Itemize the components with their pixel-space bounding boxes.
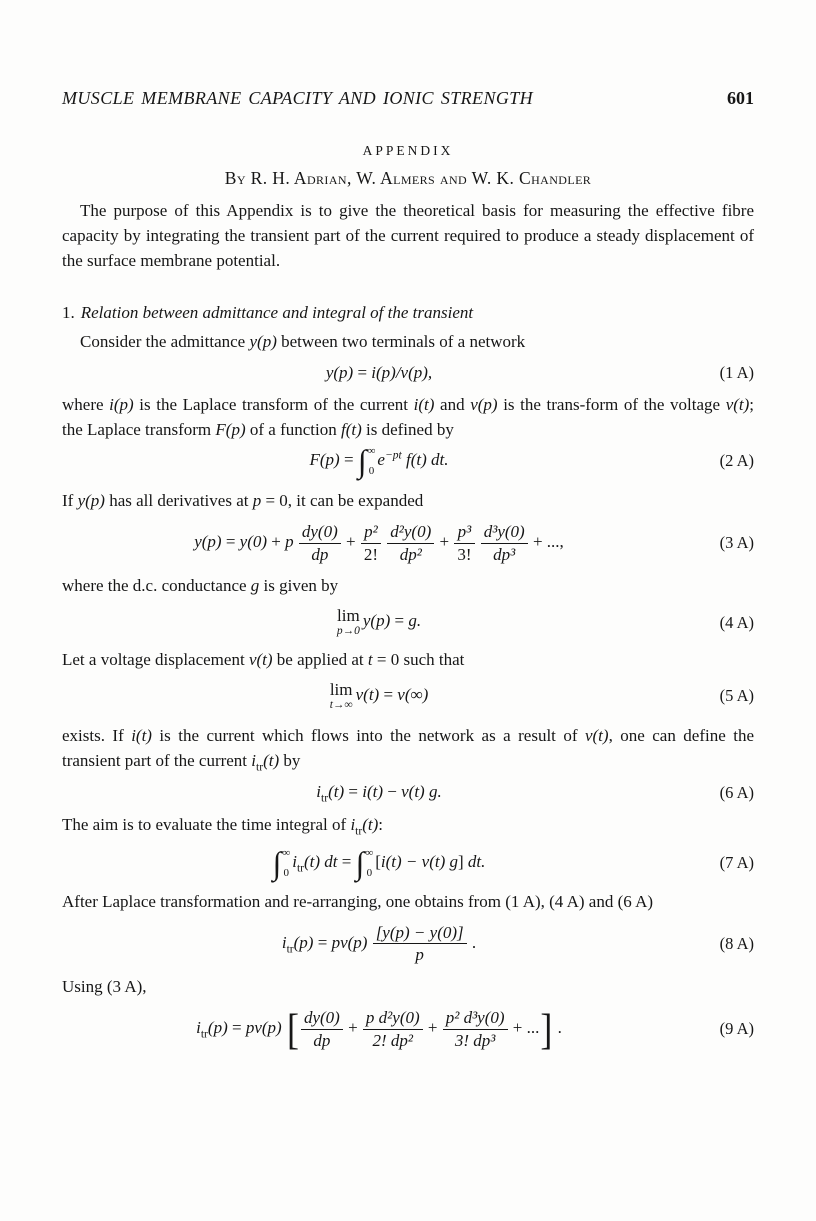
text-column <box>62 88 755 1053</box>
equation-row-2a <box>62 444 754 478</box>
appendix-heading: APPENDIX <box>362 143 454 158</box>
equation-row-4a <box>62 607 754 638</box>
equation-number-3a: (3 A) <box>719 533 754 553</box>
equation-row-7a <box>62 846 754 880</box>
equation-number-5a: (5 A) <box>719 686 754 706</box>
equation-7a: ∫ ∞ 0 $i_{tr}(t)$ dt = ∫ ∞ 0 [i(t) − v(t) g] dt. <box>272 844 486 881</box>
paragraph-where-dc: where the d.c. conductance g is given by <box>62 576 339 596</box>
equation-3a: y(p) = y(0) + p $\frac{dy(0)}{dp}$ + $\frac{\text{p²}}{2!}$ $\frac{\text{d²y(0)}}{\text{dp²}}$ + $\frac{\text{p³}}{3!}$ $\frac{\text{d³y(0)}}{\text{dp³}}$ + ..., <box>194 522 564 564</box>
equation-9a: $i_{tr}(p) = pv(p)$ [ $\frac{dy(0)}{dp}$ + $\frac{\text{p d²y(0)}}{\text{2! dp²}}$ + $\frac{\text{p² d³y(0)}}{\text{3! dp³}}$ + ...] . <box>196 1004 562 1053</box>
equation-2a: F(p) = ∫ ∞ 0 $e^{-pt}$ f(t) dt. <box>309 443 449 480</box>
equation-8a: $i_{tr}(p) = pv(p)$ $\frac{[y(p) - y(0)]}{p}$ . <box>281 922 477 965</box>
equation-row-3a <box>62 522 754 564</box>
intro-paragraph: The purpose of this Appendix is to give the theoretical basis for measuring the effective fibre capacity by integrating the transient part of the current required to produce a steady displacement of the surface membrane potential. <box>62 201 754 270</box>
paragraph-where-laplace: where i(p) is the Laplace transform of the current i(t) and v(p) is the trans-form of the voltage v(t); the Laplace transform F(p) of a function f(t) is defined by <box>62 395 755 440</box>
running-head <box>62 88 754 109</box>
paragraph-if-yp: If y(p) has all derivatives at p = 0, it can be expanded <box>62 491 424 511</box>
equation-1a: y(p) = i(p)/v(p), <box>325 363 433 382</box>
byline: By R. H. Adrian, W. Almers and W. K. Chandler <box>224 168 592 188</box>
paragraph-using: Using (3 A), <box>62 976 147 996</box>
equation-number-8a: (8 A) <box>719 933 754 953</box>
equation-number-2a: (2 A) <box>719 451 754 471</box>
equation-number-4a: (4 A) <box>719 612 754 632</box>
paragraph-exists: exists. If i(t) is the current which flows into the network as a result of v(t), one can define the transient part of the current $i_{tr}(t)$ by <box>62 726 754 774</box>
section-heading <box>62 300 754 325</box>
equation-number-1a: (1 A) <box>719 363 754 383</box>
equation-number-7a: (7 A) <box>719 852 754 872</box>
section-number: 1. <box>62 303 75 322</box>
equation-number-6a: (6 A) <box>719 782 754 802</box>
equation-row-1a <box>62 363 754 383</box>
equation-6a: $i_{tr}(t) = i(t) - v(t)$ g. <box>316 782 442 805</box>
equation-row-8a <box>62 923 754 965</box>
equation-number-9a: (9 A) <box>719 1019 754 1039</box>
equation-row-9a <box>62 1004 754 1053</box>
paragraph-aim: The aim is to evaluate the time integral of $i_{tr}(t)$: <box>62 814 384 838</box>
equation-row-6a <box>62 782 754 805</box>
paragraph-consider: Consider the admittance y(p) between two terminals of a network <box>80 332 526 351</box>
equation-4a: lim p→0 y(p) = g. <box>336 606 422 638</box>
page-number: 601 <box>727 88 754 108</box>
section-title: Relation between admittance and integral of the transient <box>80 303 474 322</box>
paragraph-after: After Laplace transformation and re-arranging, one obtains from (1 A), (4 A) and (6 A) <box>62 891 654 911</box>
paragraph-let-voltage: Let a voltage displacement v(t) be applied at t = 0 such that <box>62 649 465 669</box>
equation-5a: lim t→∞ v(t) = v(∞) <box>329 679 429 711</box>
equation-row-5a <box>62 681 754 712</box>
running-title: MUSCLE MEMBRANE CAPACITY AND IONIC STRENGTH <box>62 88 534 108</box>
